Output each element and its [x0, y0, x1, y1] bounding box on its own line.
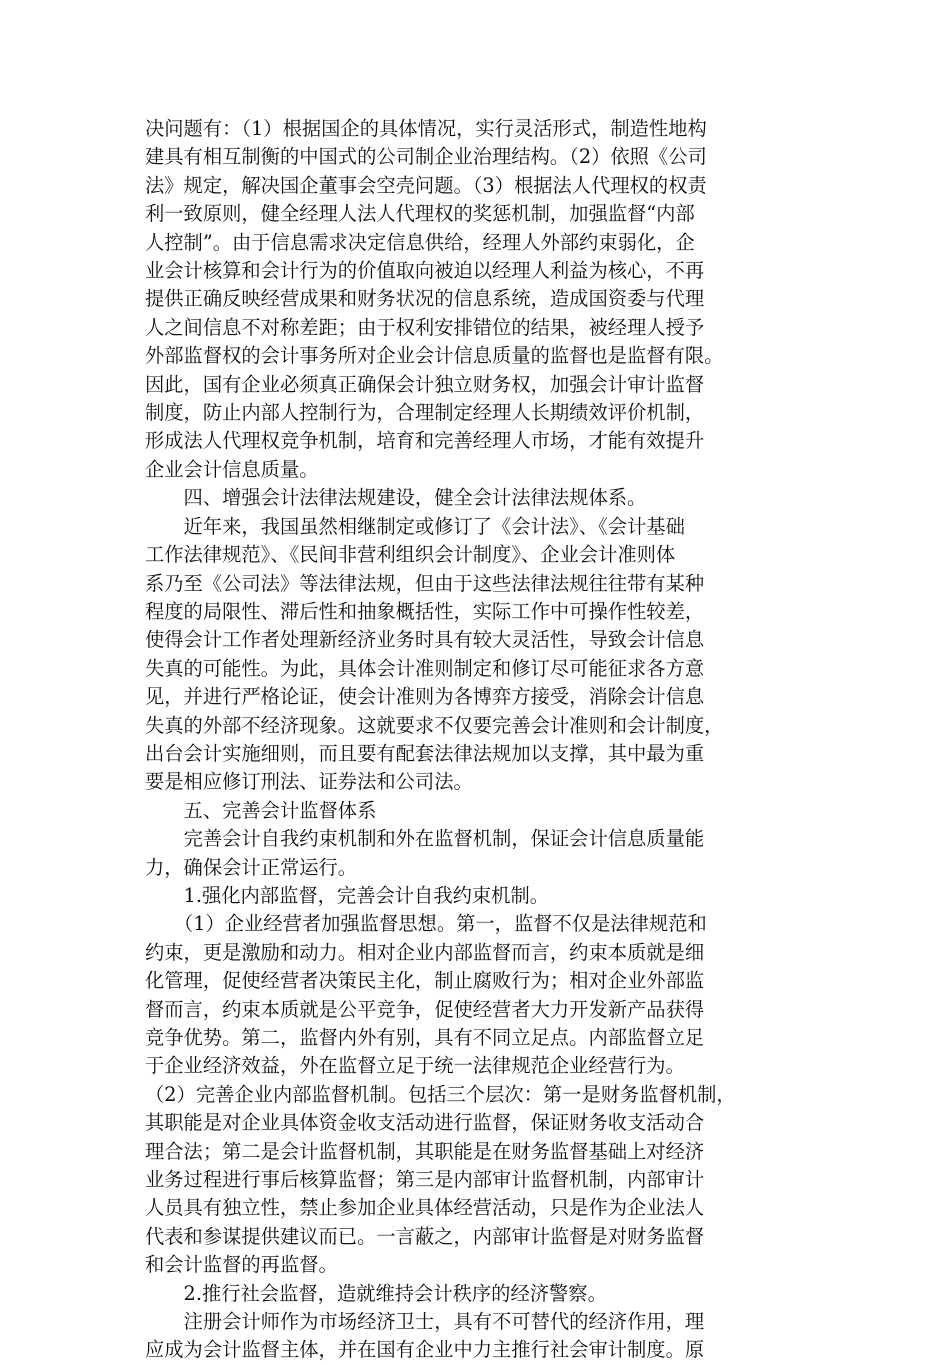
text-line: 督而言，约束本质就是公平竞争，促使经营者大力开发新产品获得: [145, 997, 705, 1021]
text-line: 近年来，我国虽然相继制定或修订了《会计法》、《会计基础: [145, 514, 685, 538]
text-line: 企业会计信息质量。: [145, 457, 319, 481]
text-line: 要是相应修订刑法、证券法和公司法。: [145, 770, 473, 794]
text-line: 制度，防止内部人控制行为，合理制定经理人长期绩效评价机制，: [145, 401, 705, 425]
text-line: 完善会计自我约束机制和外在监督机制，保证会计信息质量能: [145, 827, 705, 851]
text-line: 和会计监督的再监督。: [145, 1253, 338, 1277]
text-line: 竞争优势。第二，监督内外有别，具有不同立足点。内部监督立足: [145, 1026, 705, 1049]
text-line: 系乃至《公司法》等法律法规，但由于这些法律法规往往带有某种: [145, 571, 705, 595]
text-line: 人控制”。由于信息需求决定信息供给，经理人外部约束弱化，企: [145, 230, 695, 254]
text-line: 失真的可能性。为此，具体会计准则制定和修订尽可能征求各方意: [145, 656, 705, 680]
text-line: 化管理，促使经营者决策民主化，制止腐败行为；相对企业外部监: [145, 969, 705, 993]
text-line: 业务过程进行事后核算监督；第三是内部审计监督机制，内部审计: [145, 1168, 705, 1192]
text-line: （2）完善企业内部监督机制。包括三个层次：第一是财务监督机制，: [145, 1082, 736, 1106]
text-line: 失真的外部不经济现象。这就要求不仅要完善会计准则和会计制度，: [145, 713, 724, 737]
text-line: 因此，国有企业必须真正确保会计独立财务权，加强会计审计监督: [145, 372, 705, 396]
text-line: 见，并进行严格论证，使会计准则为各博弈方接受，消除会计信息: [145, 685, 705, 709]
text-line: 决问题有：（1）根据国企的具体情况，实行灵活形式，制造性地构: [145, 117, 707, 140]
text-line: 人之间信息不对称差距；由于权利安排错位的结果，被经理人授予: [145, 315, 705, 339]
text-line: 于企业经济效益，外在监督立足于统一法律规范企业经营行为。: [145, 1054, 685, 1078]
text-line: 业会计核算和会计行为的价值取向被迫以经理人利益为核心，不再: [145, 259, 705, 283]
text-line: 外部监督权的会计事务所对企业会计信息质量的监督也是监督有限。: [145, 344, 724, 368]
text-line: 人员具有独立性，禁止参加企业具体经营活动，只是作为企业法人: [145, 1196, 705, 1220]
text-line: 应成为会计监督主体，并在国有企业中力主推行社会审计制度。原: [145, 1338, 705, 1362]
text-line: 法》规定，解决国企董事会空壳问题。（3）根据法人代理权的权责: [145, 173, 707, 197]
text-line: 其职能是对企业具体资金收支活动进行监督，保证财务收支活动合: [145, 1111, 705, 1135]
text-line: 力，确保会计正常运行。: [145, 855, 358, 879]
text-line: 程度的局限性、滞后性和抽象概括性，实际工作中可操作性较差，: [145, 599, 705, 623]
text-line: 工作法律规范》、《民间非营利组织会计制度》、企业会计准则体: [145, 543, 676, 567]
text-line: 理合法；第二是会计监督机制，其职能是在财务监督基础上对经济: [145, 1139, 705, 1163]
text-line: 注册会计师作为市场经济卫士，具有不可替代的经济作用，理: [145, 1310, 705, 1334]
text-line: 出台会计实施细则，而且要有配套法律法规加以支撑，其中最为重: [145, 741, 705, 765]
section-heading: 五、完善会计监督体系: [145, 798, 377, 822]
text-line: 建具有相互制衡的中国式的公司制企业治理结构。（2）依照《公司: [145, 145, 707, 169]
subsection-heading: 2.推行社会监督，造就维持会计秩序的经济警察。: [145, 1281, 607, 1305]
text-line: 利一致原则，健全经理人法人代理权的奖惩机制，加强监督“内部: [145, 202, 695, 226]
text-line: 使得会计工作者处理新经济业务时具有较大灵活性，导致会计信息: [145, 628, 705, 652]
text-line: 约束，更是激励和动力。相对企业内部监督而言，约束本质就是细: [145, 940, 705, 964]
text-line: 形成法人代理权竞争机制，培育和完善经理人市场，才能有效提升: [145, 429, 705, 453]
subsection-heading: 1.强化内部监督，完善会计自我约束机制。: [145, 883, 550, 907]
section-heading: 四、增强会计法律法规建设，健全会计法律法规体系。: [145, 486, 647, 510]
text-line: （1）企业经营者加强监督思想。第一，监督不仅是法律规范和: [145, 912, 707, 936]
text-line: 提供正确反映经营成果和财务状况的信息系统，造成国资委与代理: [145, 287, 705, 311]
body-text: [145, 115, 815, 1365]
text-line: 代表和参谋提供建议而已。一言蔽之，内部审计监督是对财务监督: [145, 1224, 705, 1248]
